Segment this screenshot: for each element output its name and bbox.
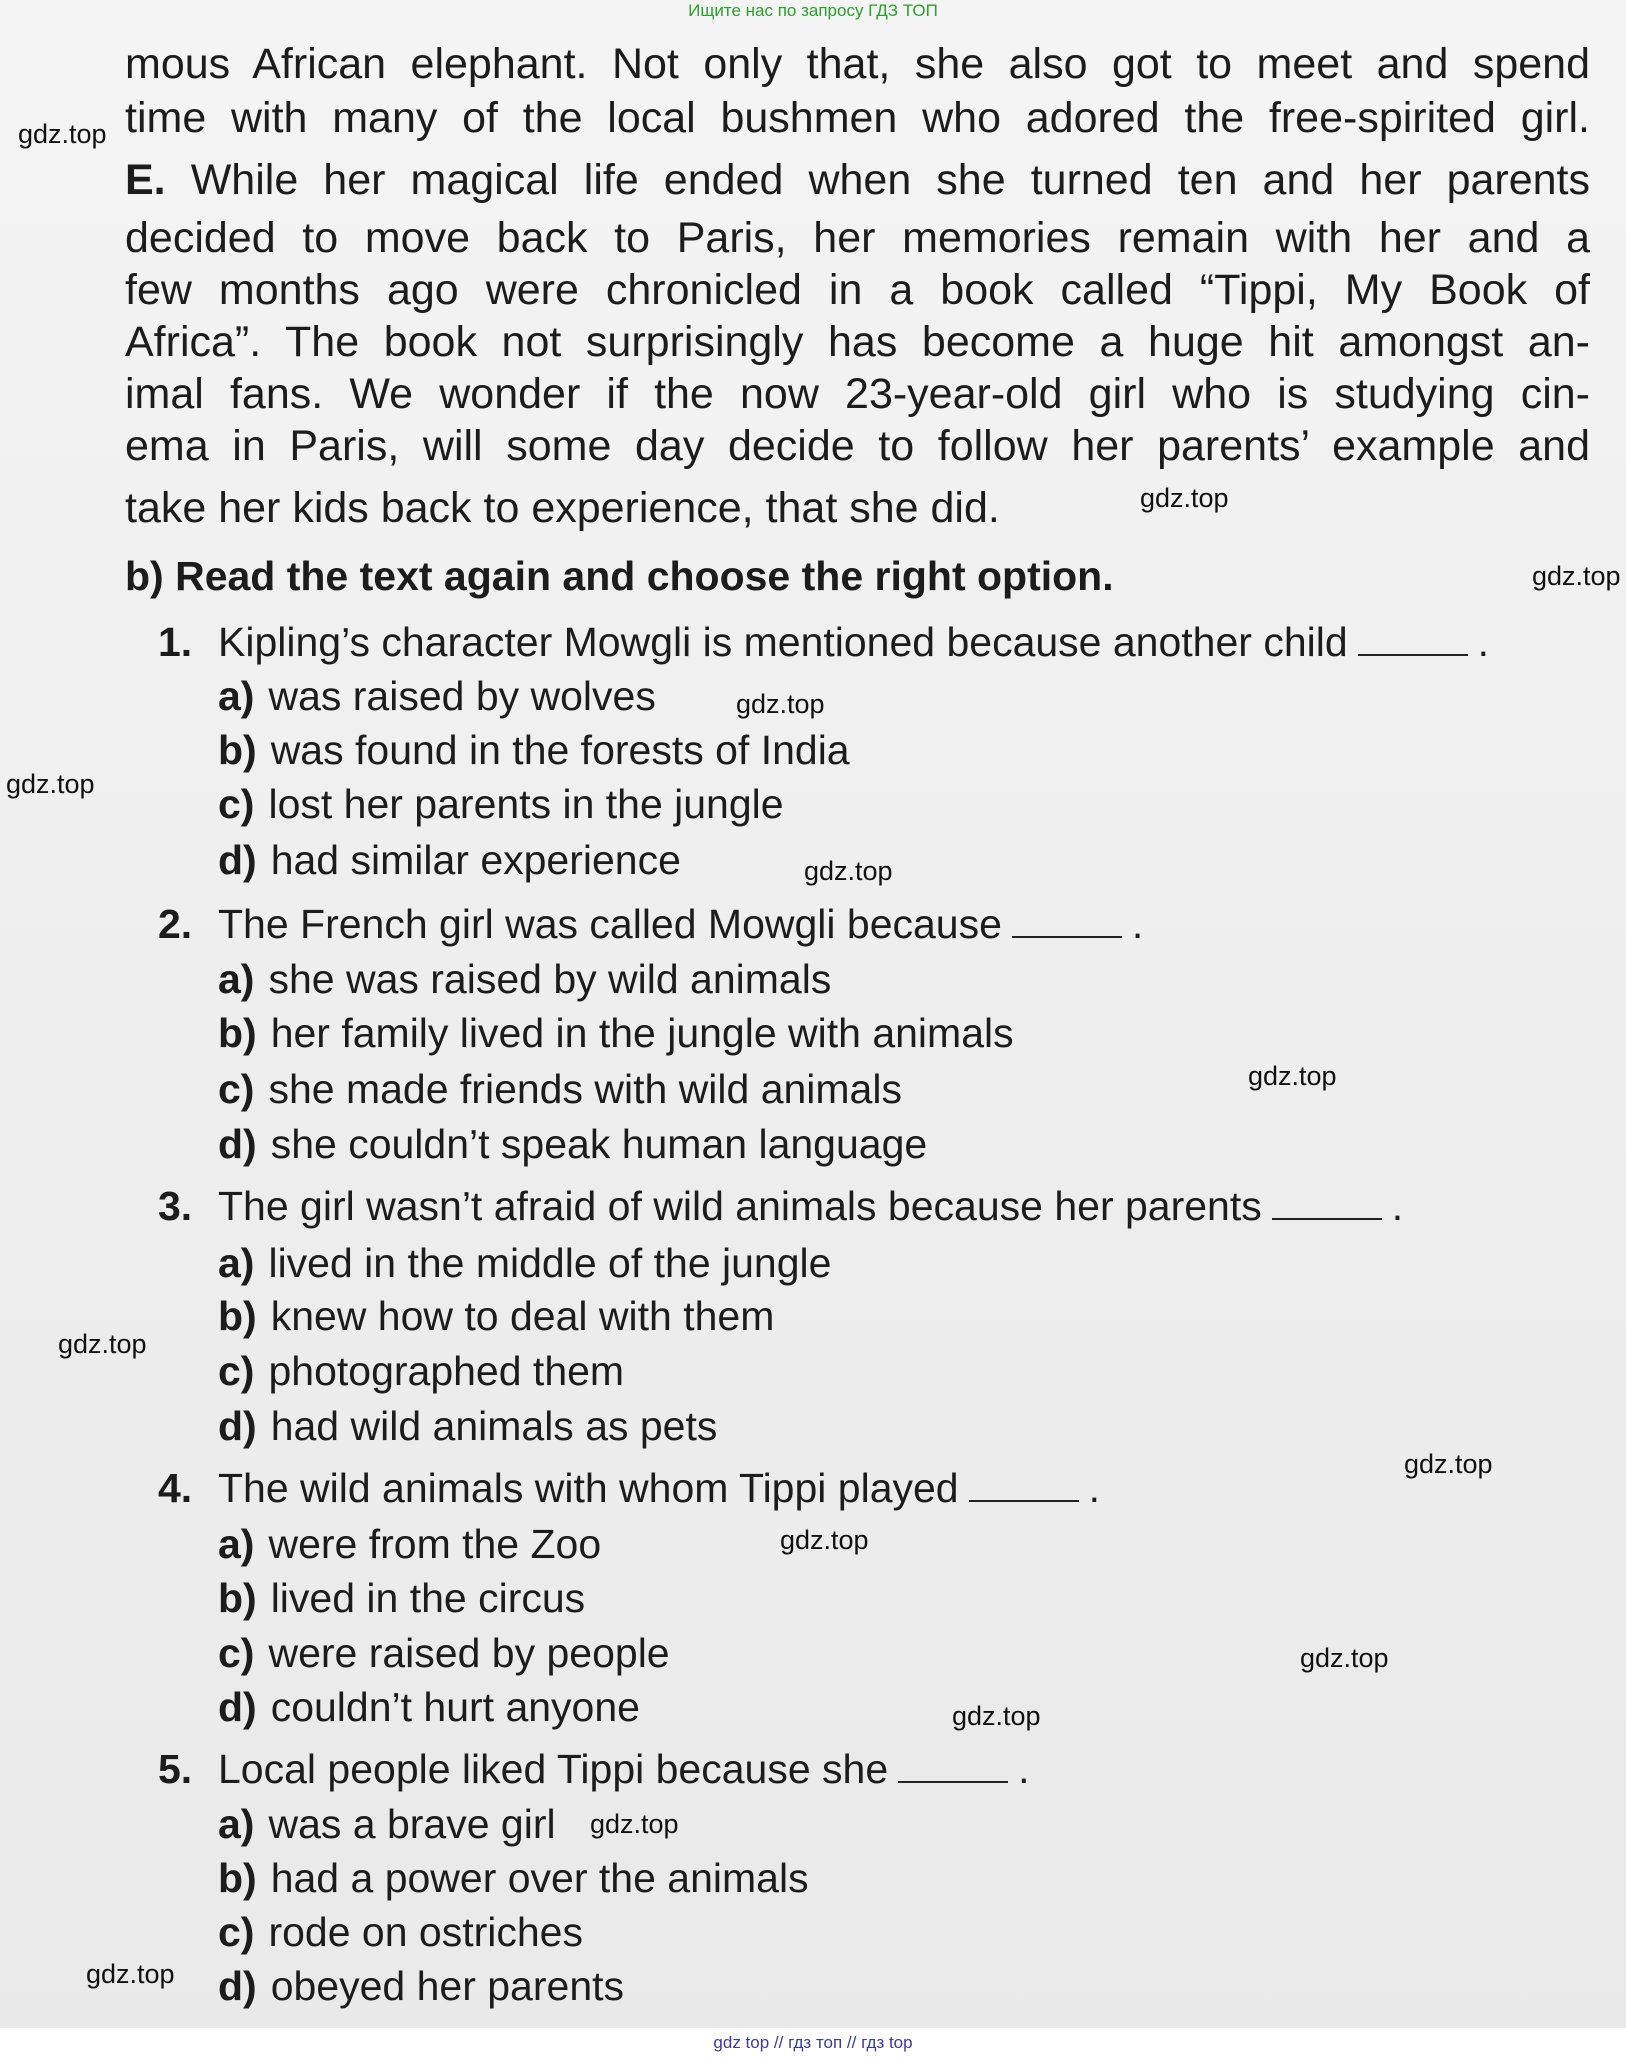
watermark: gdz.top	[736, 689, 825, 719]
option-letter: a)	[218, 956, 255, 1002]
question-text	[218, 1462, 1100, 1514]
answer-blank[interactable]	[1358, 624, 1468, 656]
option-text: her family lived in the jungle with animals	[270, 1010, 1014, 1056]
text-line-with-letter	[125, 154, 1590, 206]
top-banner[interactable]: Ищите нас по запросу ГДЗ ТОП	[688, 1, 938, 20]
question-end: .	[1088, 1465, 1101, 1511]
watermark: gdz.top	[1532, 561, 1621, 591]
text-line: time with many of the local bushmen who adored the free-spirited girl.	[125, 94, 1590, 142]
option-text: had a power over the animals	[270, 1855, 809, 1901]
option-text: rode on ostriches	[268, 1909, 583, 1955]
option-text: were from the Zoo	[268, 1521, 602, 1567]
question-stem: The wild animals with whom Tippi played	[218, 1465, 959, 1511]
option-letter: a)	[218, 1240, 255, 1286]
option[interactable]	[218, 1798, 556, 1850]
option-text: were raised by people	[268, 1630, 670, 1676]
option-text: had similar experience	[270, 837, 681, 883]
option-letter: c)	[218, 1909, 255, 1955]
watermark: gdz.top	[1140, 483, 1229, 513]
watermark: gdz.top	[86, 1959, 175, 1989]
watermark: gdz.top	[780, 1525, 869, 1555]
question-number: 2.	[158, 901, 193, 947]
option[interactable]	[218, 1237, 831, 1289]
question-text	[218, 616, 1489, 668]
option[interactable]	[218, 1852, 809, 1904]
option-text: she was raised by wild animals	[268, 956, 832, 1002]
option[interactable]	[218, 1960, 624, 2012]
question-end: .	[1131, 901, 1144, 947]
answer-blank[interactable]	[898, 1751, 1008, 1783]
option[interactable]	[218, 1063, 902, 1115]
question-number: 1.	[158, 619, 193, 665]
question-number: 5.	[158, 1746, 193, 1792]
option-letter: d)	[218, 1684, 257, 1730]
option-text: was found in the forests of India	[270, 727, 850, 773]
option-letter: c)	[218, 1630, 255, 1676]
text-line: decided to move back to Paris, her memories remain with her and a	[125, 214, 1590, 262]
text-line: While her magical life ended when she turned ten and her parents	[190, 156, 1591, 204]
watermark: gdz.top	[1404, 1449, 1493, 1479]
option[interactable]	[218, 1681, 640, 1733]
answer-blank[interactable]	[969, 1470, 1079, 1502]
option-letter: d)	[218, 1403, 257, 1449]
option-text: lived in the circus	[270, 1575, 586, 1621]
option-text: knew how to deal with them	[270, 1293, 775, 1339]
option-letter: d)	[218, 1121, 257, 1167]
watermark: gdz.top	[18, 119, 107, 149]
text-line: ema in Paris, will some day decide to follow her parents’ example and	[125, 422, 1590, 470]
watermark: gdz.top	[590, 1809, 679, 1839]
question-end: .	[1391, 1183, 1404, 1229]
option-letter: c)	[218, 1348, 255, 1394]
option-text: lived in the middle of the jungle	[268, 1240, 832, 1286]
option-text: was a brave girl	[268, 1801, 556, 1847]
question-stem: Local people liked Tippi because she	[218, 1746, 889, 1792]
option[interactable]	[218, 1007, 1014, 1059]
footer-links[interactable]: gdz top // гдз топ // гдз top	[0, 2028, 1626, 2062]
text-line: few months ago were chronicled in a book called “Tippi, My Book of	[125, 266, 1590, 314]
question-stem: Kipling’s character Mowgli is mentioned because another child	[218, 619, 1348, 665]
option[interactable]	[218, 1400, 717, 1452]
option-letter: a)	[218, 673, 255, 719]
question-number: 3.	[158, 1183, 193, 1229]
option-letter: d)	[218, 1963, 257, 2009]
option-text: photographed them	[268, 1348, 625, 1394]
option[interactable]	[218, 1290, 774, 1342]
option-letter: b)	[218, 1293, 257, 1339]
section-title: b) Read the text again and choose the right option.	[125, 553, 1114, 599]
question-text	[218, 1180, 1403, 1232]
option[interactable]	[218, 834, 681, 886]
question-text	[218, 898, 1143, 950]
watermark: gdz.top	[952, 1701, 1041, 1731]
question-stem: The French girl was called Mowgli because	[218, 901, 1002, 947]
option-letter: b)	[218, 727, 257, 773]
option-text: couldn’t hurt anyone	[270, 1684, 640, 1730]
option[interactable]	[218, 724, 850, 776]
option[interactable]	[218, 1627, 670, 1679]
answer-blank[interactable]	[1272, 1188, 1382, 1220]
watermark: gdz.top	[1248, 1061, 1337, 1091]
option[interactable]	[218, 670, 656, 722]
option-letter: a)	[218, 1801, 255, 1847]
option-text: she couldn’t speak human language	[270, 1121, 928, 1167]
question-end: .	[1477, 619, 1490, 665]
text-line: Africa”. The book not surprisingly has become a huge hit amongst an-	[125, 318, 1590, 366]
text-line: mous African elephant. Not only that, she also got to meet and spend	[125, 40, 1590, 88]
option-letter: c)	[218, 781, 255, 827]
option[interactable]	[218, 1118, 927, 1170]
question-end: .	[1018, 1746, 1030, 1792]
option-text: obeyed her parents	[270, 1963, 625, 2009]
option[interactable]	[218, 1572, 585, 1624]
question-number: 4.	[158, 1465, 193, 1511]
paragraph-letter: E.	[125, 156, 166, 204]
option-letter: c)	[218, 1066, 255, 1112]
answer-blank[interactable]	[1012, 906, 1122, 938]
watermark: gdz.top	[804, 856, 893, 886]
text-line: take her kids back to experience, that she did.	[125, 484, 1000, 532]
option[interactable]	[218, 1518, 601, 1570]
option-text: lost her parents in the jungle	[268, 781, 784, 827]
watermark: gdz.top	[6, 769, 95, 799]
option-text: had wild animals as pets	[270, 1403, 718, 1449]
option-letter: b)	[218, 1575, 257, 1621]
question-stem: The girl wasn’t afraid of wild animals because her parents	[218, 1183, 1262, 1229]
option[interactable]	[218, 953, 831, 1005]
option-text: was raised by wolves	[268, 673, 656, 719]
option-letter: b)	[218, 1855, 257, 1901]
option-letter: a)	[218, 1521, 255, 1567]
option[interactable]	[218, 778, 784, 830]
question-text	[218, 1743, 1030, 1795]
option-letter: b)	[218, 1010, 257, 1056]
watermark: gdz.top	[1300, 1643, 1389, 1673]
option-text: she made friends with wild animals	[268, 1066, 902, 1112]
option-letter: d)	[218, 837, 257, 883]
option[interactable]	[218, 1345, 624, 1397]
watermark: gdz.top	[58, 1329, 147, 1359]
option[interactable]	[218, 1906, 583, 1958]
text-line: imal fans. We wonder if the now 23-year-old girl who is studying cin-	[125, 370, 1590, 418]
